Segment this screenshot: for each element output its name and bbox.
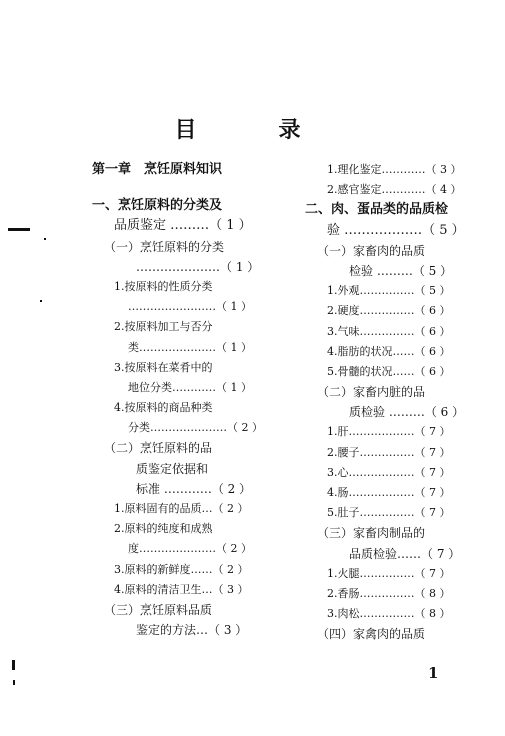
toc-entry: （二）家畜内脏的品 [317, 385, 426, 400]
toc-entry: 3.原料的新鲜度……（ 2 ） [114, 562, 249, 576]
toc-entry: 1.原料固有的品质…（ 2 ） [114, 502, 249, 515]
toc-entry: 3.气味……………（ 6 ） [327, 324, 451, 338]
toc-entry: 品质检验……（ 7 ） [349, 546, 461, 561]
toc-entry: （二）烹饪原料的品 [104, 441, 213, 456]
toc-entry: 4.肠………………（ 7 ） [327, 486, 451, 499]
page-number: 1 [428, 664, 439, 682]
toc-entry: 2.香肠……………（ 8 ） [327, 586, 451, 600]
toc-entry: （三）家畜肉制品的 [317, 526, 426, 541]
toc-entry: 5.肚子……………（ 7 ） [327, 506, 451, 520]
toc-entry: 地位分类…………（ 1 ） [128, 380, 252, 394]
toc-entry: 验 ………………（ 5 ） [327, 222, 465, 238]
scan-mark [8, 228, 30, 231]
toc-left-column [92, 160, 292, 640]
toc-entry: 质鉴定依据和 [136, 461, 209, 476]
toc-entry: 检验 ………（ 5 ） [349, 263, 453, 278]
toc-entry: 1.火腿……………（ 7 ） [327, 566, 451, 580]
toc-entry: 类…………………（ 1 ） [128, 340, 252, 354]
toc-entry: 1.肝………………（ 7 ） [327, 425, 451, 439]
toc-entry: 1.外观……………（ 5 ） [327, 284, 451, 298]
toc-entry: 第一章 烹饪原料知识 [92, 162, 223, 177]
toc-entry: 3.按原料在菜肴中的 [114, 360, 213, 374]
toc-entry: ……………………（ 1 ） [128, 300, 252, 314]
toc-entry: （四）家禽肉的品质 [317, 627, 426, 642]
scan-mark [40, 300, 42, 302]
toc-entry: 3.心………………（ 7 ） [327, 465, 451, 479]
toc-entry: 2.腰子……………（ 7 ） [327, 445, 451, 459]
toc-entry: 标准 …………（ 2 ） [136, 481, 252, 496]
toc-entry: 质检验 ………（ 6 ） [349, 405, 465, 420]
toc-entry: （一）家畜肉的品质 [317, 243, 426, 258]
toc-entry: 一、烹饪原料的分类及 [92, 198, 223, 214]
scan-mark [12, 660, 15, 670]
toc-entry: 3.肉松……………（ 8 ） [327, 607, 451, 621]
toc-entry: （一）烹饪原料的分类 [104, 239, 225, 254]
scan-mark [13, 680, 15, 685]
toc-entry: 2.原料的纯度和成熟 [114, 522, 213, 536]
toc-entry: （三）烹饪原料品质 [104, 602, 213, 617]
toc-entry: 2.按原料加工与否分 [114, 320, 213, 334]
scan-mark [44, 238, 46, 240]
toc-entry: 2.硬度……………（ 6 ） [327, 304, 451, 318]
toc-entry: 1.按原料的性质分类 [114, 279, 213, 293]
toc-entry: 分类…………………（ 2 ） [128, 421, 263, 435]
toc-entry: 4.原料的清洁卫生…（ 3 ） [114, 582, 249, 596]
toc-entry: 1.理化鉴定…………（ 3 ） [327, 163, 462, 176]
toc-entry: 度…………………（ 2 ） [128, 542, 252, 556]
toc-entry: …………………（ 1 ） [136, 259, 260, 274]
toc-entry: 4.按原料的商品种类 [114, 401, 213, 415]
toc-entry: 4.脂肪的状况……（ 6 ） [327, 344, 451, 358]
page-title: 目 录 [174, 117, 331, 143]
toc-entry: 品质鉴定 ………（ 1 ） [114, 218, 252, 234]
toc-entry: 2.感官鉴定…………（ 4 ） [327, 183, 462, 197]
toc-entry: 鉴定的方法…（ 3 ） [136, 623, 248, 638]
toc-entry: 5.骨髓的状况……（ 6 ） [327, 364, 451, 378]
toc-right-column [305, 160, 490, 645]
toc-entry: 二、肉、蛋品类的品质检 [305, 202, 449, 218]
